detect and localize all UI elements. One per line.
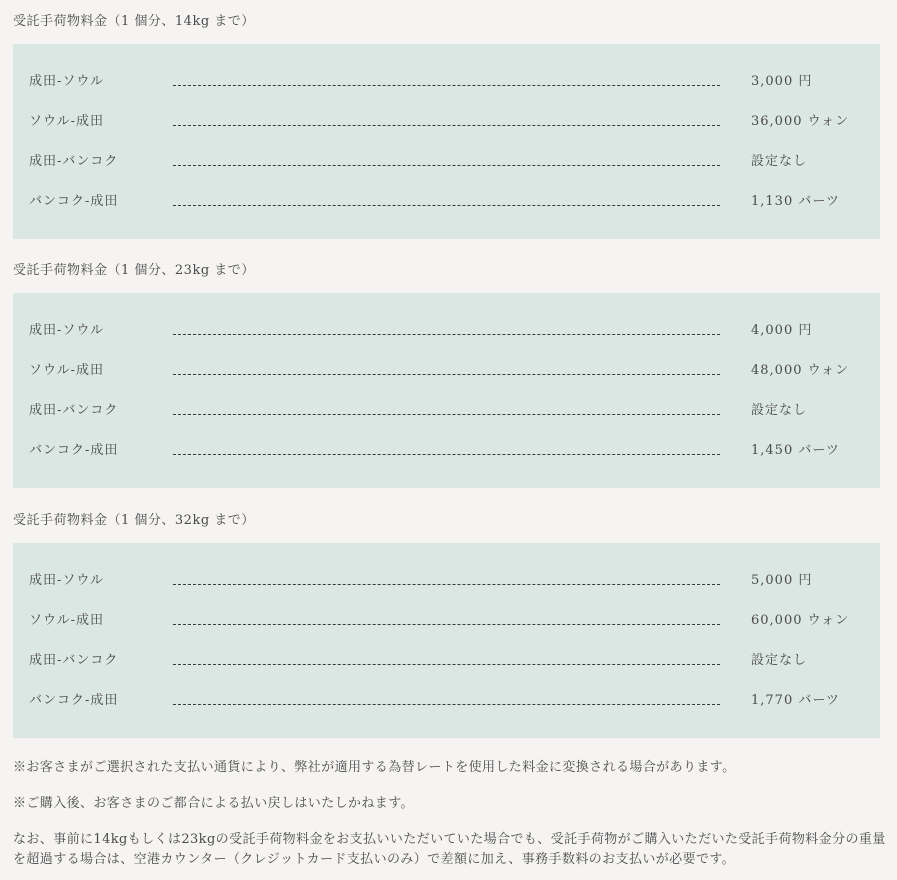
dotted-leader [173, 584, 720, 585]
no-refund-note: ※ご購入後、お客さまのご都合による払い戻しはいたしかねます。 [13, 796, 414, 811]
fee-row [13, 401, 880, 421]
section-title: 受託手荷物料金（1 個分、14kg まで） [13, 14, 255, 29]
fee-row [13, 112, 880, 132]
route-label: バンコク-成田 [29, 194, 119, 209]
route-label: 成田-バンコク [29, 154, 119, 169]
weight-excess-note: なお、事前に14kgもしくは23kgの受託手荷物料金をお支払いいただいていた場合でも、受託手荷物がご購入いただいた受託手荷物料金分の重量を超過する場合は、空港カウンター（クレジットカード支払いのみ）で差額に加え、事務手数料のお支払いが必要です。 [13, 832, 886, 867]
section-title: 受託手荷物料金（1 個分、32kg まで） [13, 513, 255, 528]
dotted-leader [173, 624, 720, 625]
fee-row [13, 691, 880, 711]
currency-note: ※お客さまがご選択された支払い通貨により、弊社が適用する為替レートを使用した料金に変換される場合があります。 [13, 760, 736, 775]
dotted-leader [173, 165, 720, 166]
fee-row [13, 72, 880, 92]
route-label: 成田-バンコク [29, 403, 119, 418]
route-label: 成田-ソウル [29, 323, 105, 338]
price-value: 設定なし [751, 154, 808, 169]
fee-row [13, 152, 880, 172]
dotted-leader [173, 334, 720, 335]
route-label: ソウル-成田 [29, 114, 105, 129]
route-label: 成田-ソウル [29, 74, 105, 89]
price-value: 60,000 ウォン [751, 613, 850, 628]
price-value: 設定なし [751, 653, 808, 668]
fee-row [13, 441, 880, 461]
route-label: バンコク-成田 [29, 693, 119, 708]
dotted-leader [173, 414, 720, 415]
dotted-leader [173, 85, 720, 86]
price-value: 1,130 バーツ [751, 194, 840, 209]
dotted-leader [173, 664, 720, 665]
price-value: 1,450 バーツ [751, 443, 840, 458]
route-label: ソウル-成田 [29, 363, 105, 378]
route-label: 成田-バンコク [29, 653, 119, 668]
dotted-leader [173, 205, 720, 206]
price-value: 48,000 ウォン [751, 363, 850, 378]
dotted-leader [173, 704, 720, 705]
section-title: 受託手荷物料金（1 個分、23kg まで） [13, 263, 255, 278]
price-value: 36,000 ウォン [751, 114, 850, 129]
price-value: 4,000 円 [751, 323, 813, 338]
fee-table [13, 293, 880, 488]
fee-row [13, 571, 880, 591]
fee-row [13, 361, 880, 381]
fee-row [13, 651, 880, 671]
price-value: 1,770 バーツ [751, 693, 840, 708]
dotted-leader [173, 374, 720, 375]
fee-table [13, 543, 880, 738]
fee-row [13, 192, 880, 212]
route-label: ソウル-成田 [29, 613, 105, 628]
fee-row [13, 611, 880, 631]
fee-table [13, 44, 880, 239]
dotted-leader [173, 454, 720, 455]
fee-row [13, 321, 880, 341]
price-value: 5,000 円 [751, 573, 813, 588]
route-label: 成田-ソウル [29, 573, 105, 588]
route-label: バンコク-成田 [29, 443, 119, 458]
price-value: 設定なし [751, 403, 808, 418]
price-value: 3,000 円 [751, 74, 813, 89]
dotted-leader [173, 125, 720, 126]
